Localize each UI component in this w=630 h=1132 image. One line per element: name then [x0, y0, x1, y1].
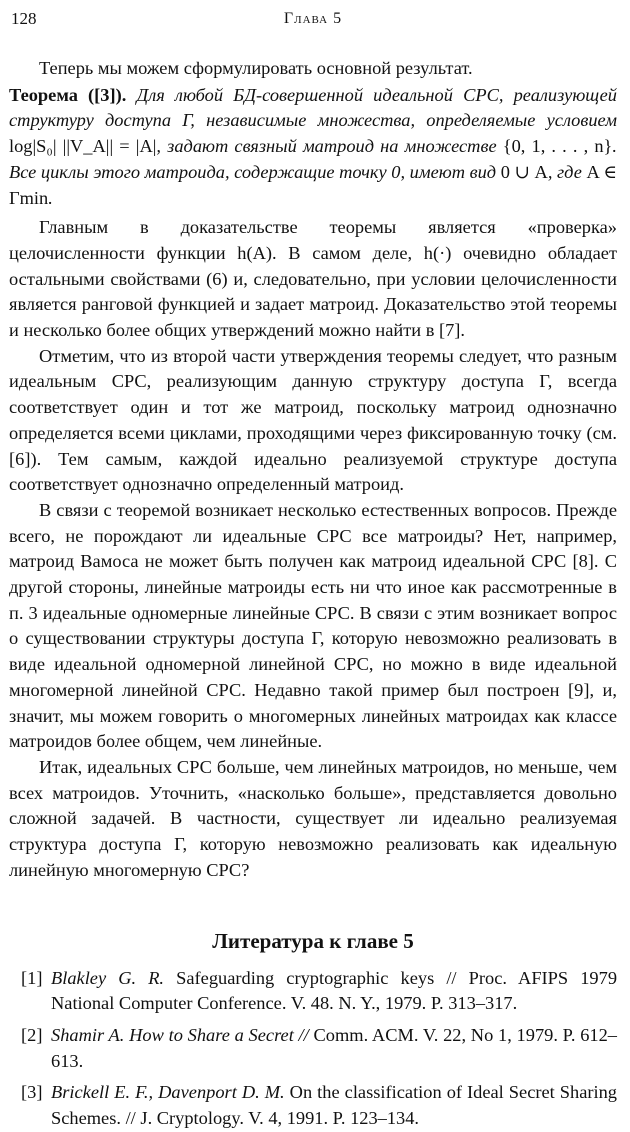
body-paragraph-4: Итак, идеальных СРС больше, чем линейных матроидов, но меньше, чем всех матроидов. Уточнить, «насколько больше», представляется довольно сложной задачей. В частности, существует ли идеально реализуемая структура доступа Γ, которую невозможно реализовать как идеальную линейную многомерную СРС? [9, 756, 617, 880]
theorem-formula-3: 0 ∪ A [500, 161, 548, 182]
reference-authors: Brickell E. F., Davenport D. M. [51, 1082, 285, 1103]
theorem-text-2: , задают связный матроид на множестве [156, 136, 497, 157]
page-number: 128 [11, 9, 37, 28]
theorem-text-5: . [48, 187, 53, 208]
references-heading: Литература к главе 5 [212, 928, 414, 953]
theorem-text-3: . Все циклы этого матроида, содержащие точку 0, имеют вид [9, 136, 617, 182]
theorem-formula-4: A ∈ Γmin [9, 161, 617, 208]
reference-source: J. Cryptology. V. 4, 1991. P. 123–134. [140, 1108, 420, 1129]
body-paragraph-3: В связи с теоремой возникает несколько естественных вопросов. Прежде всего, не порождают ли идеальные СРС все матроиды? Нет, например, матроид Вамоса не может быть получен как матроид идеальной СРС [8]. С другой стороны, линейные матроиды есть ни что иное как рассмотренные в п. 3 идеальные одномерные линейные СРС. В связи с этим возникает вопрос о существовании структуры доступа Γ, которую невозможно реализовать в виде идеальной одномерной линейной СРС, но можно в виде идеальной многомерной линейной СРС. Недавно такой пример был построен [9], и, значит, мы можем говорить о многомерных линейных матроидах как классе матроидов более общем, чем линейные. [9, 499, 617, 752]
reference-number: [1] [21, 967, 43, 988]
reference-item [9, 1023, 617, 1074]
reference-title: Safeguarding cryptographic keys // [176, 967, 457, 988]
reference-authors: Shamir A. [51, 1024, 125, 1045]
reference-item [9, 1080, 617, 1131]
reference-number: [2] [21, 1024, 43, 1045]
reference-item [9, 966, 617, 1017]
theorem-label: Теорема ([3]). [9, 84, 127, 105]
reference-title: How to Share a Secret // [129, 1024, 309, 1045]
reference-title: On the classification of Ideal Secret Sharing Schemes. // [51, 1082, 617, 1129]
theorem-text-1: Для любой БД-совершенной идеальной СРС, реализующей структуру доступа Γ, независимые множества, определяемые условием [9, 84, 617, 131]
theorem-formula-1: log|S₀| ||V_A|| = |A| [9, 136, 157, 157]
chapter-title: Глава 5 [283, 10, 343, 27]
reference-source: Comm. ACM. V. 22, No 1, 1979. P. 612–613. [51, 1024, 617, 1071]
body-paragraph-2: Отметим, что из второй части утверждения теоремы следует, что разным идеальным СРС, реализующим данную структуру доступа Γ, всегда соответствует один и тот же матроид, поскольку матроид однозначно определяется всеми циклами, проходящими через фиксированную точку (см. [6]). Тем самым, каждой идеально реализуемой структуре доступа соответствует однозначно определенный матроид. [9, 345, 617, 495]
theorem-formula-2: {0, 1, . . . , n} [502, 136, 613, 157]
running-header [9, 0, 617, 30]
references-list [9, 966, 617, 1132]
reference-authors: Blakley G. R. [51, 967, 165, 988]
theorem-block [9, 83, 617, 212]
reference-source: Proc. AFIPS 1979 National Computer Conference. V. 48. N. Y., 1979. P. 313–317. [51, 967, 618, 1014]
theorem-text-4: , где [547, 161, 582, 182]
reference-number: [3] [21, 1082, 43, 1103]
body-paragraph-1: Главным в доказательстве теоремы является «проверка» целочисленности функции h(A). В самом деле, h(·) очевидно обладает остальными свойствами (6) и, следовательно, при условии целочисленности является ранговой функцией и задает матроид. Доказательство этой теоремы и несколько более общих утверждений можно найти в [7]. [9, 217, 617, 341]
intro-paragraph: Теперь мы можем сформулировать основной результат. [39, 58, 473, 78]
